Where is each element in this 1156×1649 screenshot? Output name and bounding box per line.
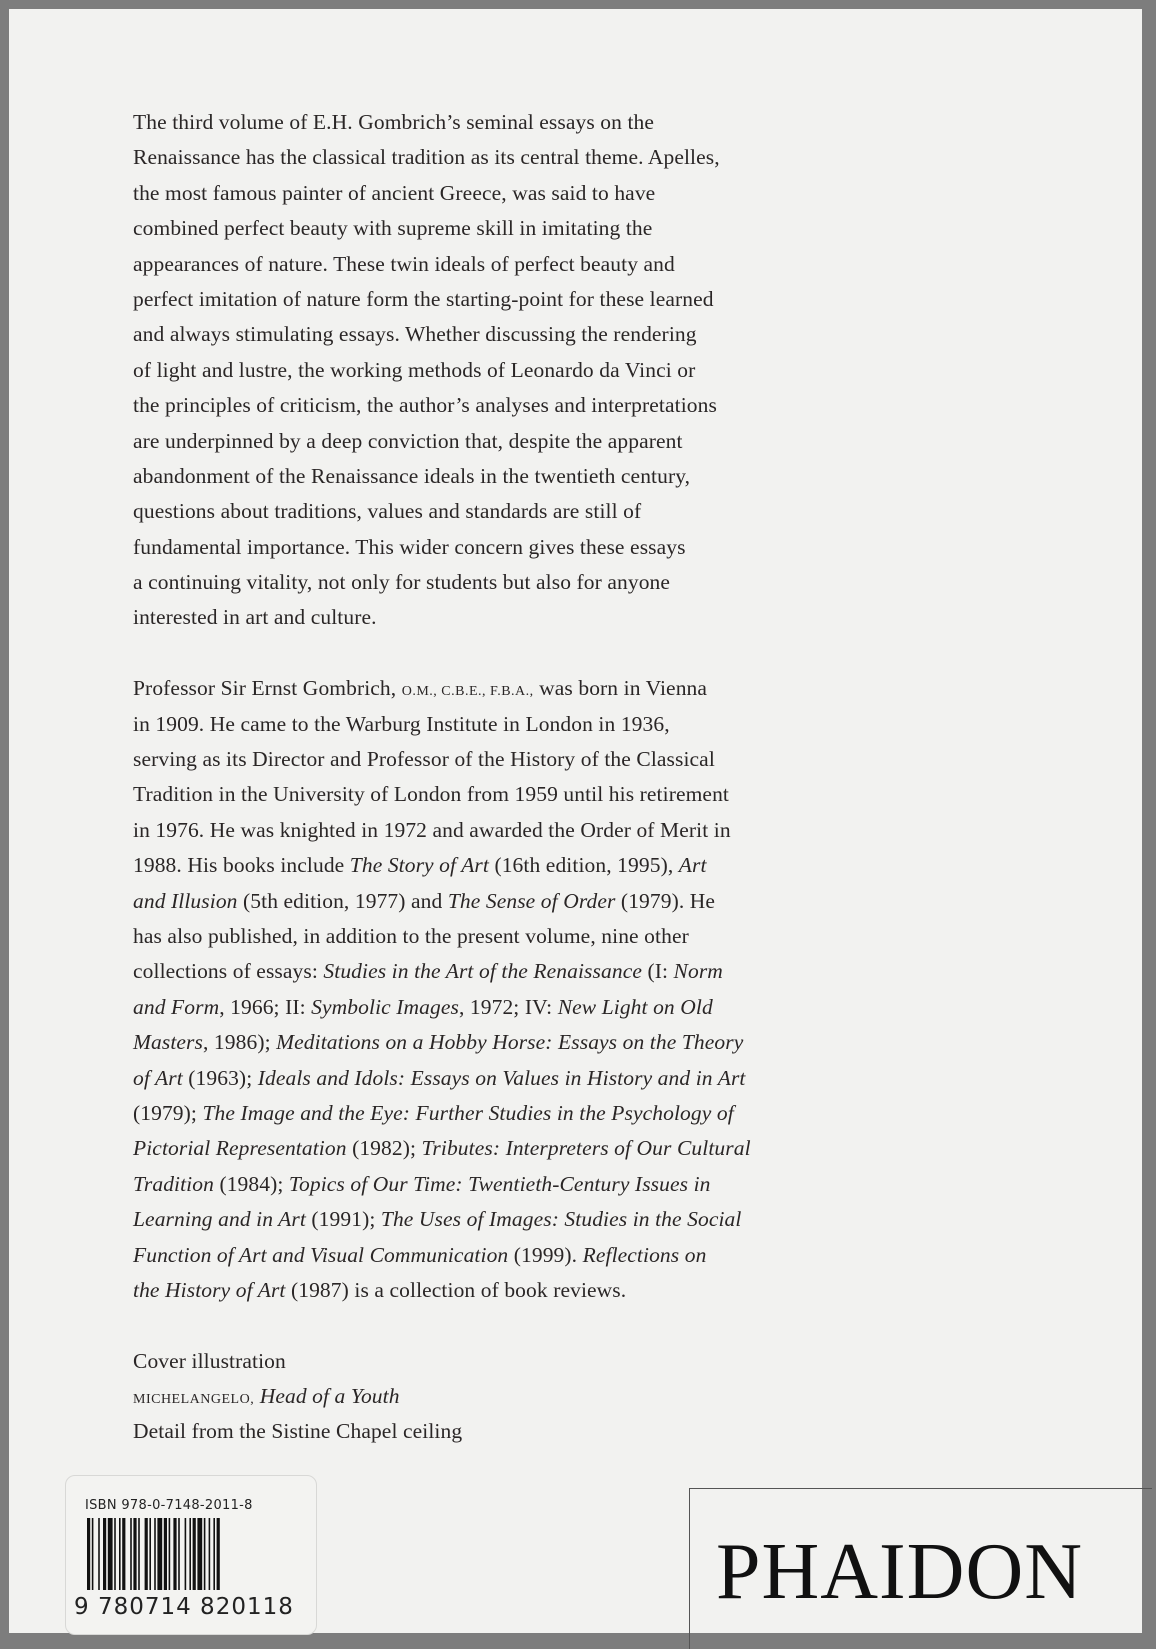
barcode-bar	[122, 1518, 125, 1590]
blurb-line	[133, 353, 751, 388]
publisher-logo: PHAIDON	[716, 1528, 1083, 1616]
text-segment: questions about traditions, values and standards are still of	[133, 499, 642, 524]
blurb-line	[133, 140, 751, 175]
text-segment: (I:	[641, 959, 674, 984]
text-segment: a continuing vitality, not only for students but also for anyone	[133, 570, 671, 595]
barcode-bar	[169, 1518, 171, 1590]
text-segment: (1979). He	[615, 888, 716, 913]
italic-title-text: The Story of Art	[349, 853, 489, 878]
italic-title-text: and Form	[133, 994, 220, 1019]
bio-line	[133, 884, 751, 919]
blurb-line	[133, 530, 751, 565]
barcode-bar	[157, 1518, 162, 1590]
book-back-cover	[9, 9, 1142, 1633]
barcode-bar	[204, 1518, 206, 1590]
barcode-bar	[217, 1518, 220, 1590]
italic-title-text: Studies in the Art of the Renaissance	[323, 959, 642, 984]
barcode-number: 9 780714 820118	[74, 1594, 294, 1620]
text-segment: Renaissance has the classical tradition as its central theme. Apelles,	[133, 145, 720, 170]
italic-title-text: The Image and the Eye: Further Studies in the Psychology of	[202, 1100, 734, 1125]
text-segment: are underpinned by a deep conviction that, despite the apparent	[133, 428, 683, 453]
barcode-bar	[92, 1518, 94, 1590]
barcode-bar	[138, 1518, 140, 1590]
blurb-line	[133, 211, 751, 246]
text-segment: O.M., C.B.E., F.B.A.,	[401, 684, 534, 700]
barcode-sticker	[65, 1475, 317, 1635]
bio-line	[133, 742, 751, 777]
blurb-paragraph	[133, 105, 751, 636]
barcode-bar	[103, 1518, 106, 1590]
italic-title-text: of Art	[133, 1065, 183, 1090]
barcode-bar	[197, 1518, 202, 1590]
credit-line	[133, 1414, 751, 1449]
barcode-bar	[87, 1518, 90, 1590]
text-segment: abandonment of the Renaissance ideals in the twentieth century,	[133, 463, 691, 488]
cover-illustration-credit	[133, 1344, 751, 1450]
blurb-line	[133, 176, 751, 211]
italic-title-text: Pictorial Representation	[133, 1136, 347, 1161]
text-segment: has also published, in addition to the present volume, nine other	[133, 923, 689, 948]
text-segment: , 1972; IV:	[458, 994, 558, 1019]
bio-line	[133, 1238, 751, 1273]
text-segment: appearances of nature. These twin ideals of perfect beauty and	[133, 251, 675, 276]
italic-title-text: Function of Art and Visual Communication	[133, 1242, 509, 1267]
italic-title-text: Tributes: Interpreters of Our Cultural	[421, 1136, 751, 1161]
italic-title-text: Tradition	[133, 1171, 214, 1196]
text-segment: in 1909. He came to the Warburg Institute in London in 1936,	[133, 711, 670, 736]
bio-line	[133, 954, 751, 989]
text-segment: (5th edition, 1977) and	[237, 888, 448, 913]
italic-title-text: Ideals and Idols: Essays on Values in History and in Art	[257, 1065, 746, 1090]
blurb-line	[133, 105, 751, 140]
barcode-bar	[98, 1518, 100, 1590]
barcode-bar	[108, 1518, 113, 1590]
bio-line	[133, 1096, 751, 1131]
italic-title-text: Topics of Our Time: Twentieth-Century Issues in	[288, 1171, 711, 1196]
barcode-bar	[119, 1518, 121, 1590]
italic-title-text: and Illusion	[133, 888, 238, 913]
barcode-bar	[209, 1518, 211, 1590]
barcode-icon	[85, 1518, 320, 1598]
text-segment: serving as its Director and Professor of the History of the Classical	[133, 747, 715, 772]
publisher-box	[689, 1488, 1152, 1649]
bio-line	[133, 1061, 751, 1096]
bio-line	[133, 671, 751, 706]
credit-line	[133, 1344, 751, 1379]
text-segment: (1984);	[213, 1171, 289, 1196]
blurb-line	[133, 459, 751, 494]
cover-copy	[133, 105, 751, 1450]
text-segment: (16th edition, 1995),	[488, 853, 679, 878]
text-segment: The third volume of E.H. Gombrich’s seminal essays on the	[133, 110, 655, 134]
isbn-label: ISBN 978-0-7148-2011-8	[85, 1498, 253, 1513]
barcode-bar	[189, 1518, 191, 1590]
blurb-line	[133, 424, 751, 459]
blurb-line	[133, 494, 751, 529]
text-segment: Cover illustration	[133, 1348, 286, 1373]
barcode-bar	[193, 1518, 196, 1590]
blurb-line	[133, 317, 751, 352]
italic-title-text: Norm	[673, 959, 723, 984]
text-segment: , 1966; II:	[219, 994, 312, 1019]
barcode-bar	[178, 1518, 180, 1590]
barcode-bar	[164, 1518, 167, 1590]
bio-line	[133, 1025, 751, 1060]
text-segment: (1999).	[508, 1242, 583, 1267]
barcode-bar	[185, 1518, 187, 1590]
italic-title-text: Reflections on	[582, 1242, 707, 1267]
text-segment: (1979);	[133, 1100, 203, 1125]
bio-line	[133, 777, 751, 812]
blurb-line	[133, 282, 751, 317]
text-segment: fundamental importance. This wider concern gives these essays	[133, 534, 686, 559]
bio-line	[133, 990, 751, 1025]
text-segment: , 1986);	[202, 1030, 277, 1055]
barcode-bar	[145, 1518, 148, 1590]
text-segment: (1987) is a collection of book reviews.	[285, 1277, 627, 1302]
bio-line	[133, 1167, 751, 1202]
barcode-bar	[173, 1518, 176, 1590]
italic-title-text: Art	[678, 853, 707, 878]
italic-title-text: the History of Art	[133, 1277, 286, 1302]
barcode-bar	[133, 1518, 136, 1590]
text-segment: was born in Vienna	[533, 676, 708, 701]
text-segment: Detail from the Sistine Chapel ceiling	[133, 1419, 463, 1444]
text-segment: interested in art and culture.	[133, 605, 377, 630]
text-segment: collections of essays:	[133, 959, 324, 984]
italic-title-text: Meditations on a Hobby Horse: Essays on the Theory	[276, 1030, 744, 1055]
barcode-bar	[154, 1518, 156, 1590]
blurb-line	[133, 600, 751, 635]
text-segment: 1988. His books include	[133, 853, 350, 878]
barcode-bar	[130, 1518, 132, 1590]
text-segment: Professor Sir Ernst Gombrich,	[133, 676, 402, 701]
text-segment: the principles of criticism, the author’s analyses and interpretations	[133, 393, 717, 418]
blurb-line	[133, 388, 751, 423]
bio-line	[133, 1273, 751, 1308]
italic-title-text: Masters	[133, 1030, 203, 1055]
bio-line	[133, 919, 751, 954]
bio-line	[133, 707, 751, 742]
barcode-bar	[149, 1518, 151, 1590]
text-segment: (1982);	[346, 1136, 422, 1161]
text-segment: and always stimulating essays. Whether discussing the rendering	[133, 322, 697, 347]
text-segment: (1963);	[182, 1065, 258, 1090]
author-bio-paragraph	[133, 671, 751, 1308]
text-segment: Tradition in the University of London from 1959 until his retirement	[133, 782, 729, 807]
text-segment: (1991);	[305, 1207, 381, 1232]
italic-title-text: The Uses of Images: Studies in the Social	[380, 1207, 742, 1232]
blurb-line	[133, 247, 751, 282]
text-segment: in 1976. He was knighted in 1972 and awarded the Order of Merit in	[133, 817, 731, 842]
text-segment: of light and lustre, the working methods of Leonardo da Vinci or	[133, 357, 696, 382]
barcode-bar	[114, 1518, 116, 1590]
italic-title-text: New Light on Old	[557, 994, 713, 1019]
bio-line	[133, 1131, 751, 1166]
italic-title-text: Symbolic Images	[311, 994, 459, 1019]
credit-line	[133, 1379, 751, 1414]
blurb-line	[133, 565, 751, 600]
text-segment: combined perfect beauty with supreme skill in imitating the	[133, 216, 653, 241]
bio-line	[133, 848, 751, 883]
text-segment: perfect imitation of nature form the starting-point for these learned	[133, 286, 714, 311]
italic-title-text: Learning and in Art	[133, 1207, 306, 1232]
barcode-bar	[213, 1518, 215, 1590]
text-segment: MICHELANGELO,	[133, 1392, 255, 1408]
italic-title-text: The Sense of Order	[447, 888, 616, 913]
bio-line	[133, 1202, 751, 1237]
bio-line	[133, 813, 751, 848]
italic-title-text: Head of a Youth	[259, 1384, 400, 1409]
text-segment: the most famous painter of ancient Greece, was said to have	[133, 180, 656, 205]
